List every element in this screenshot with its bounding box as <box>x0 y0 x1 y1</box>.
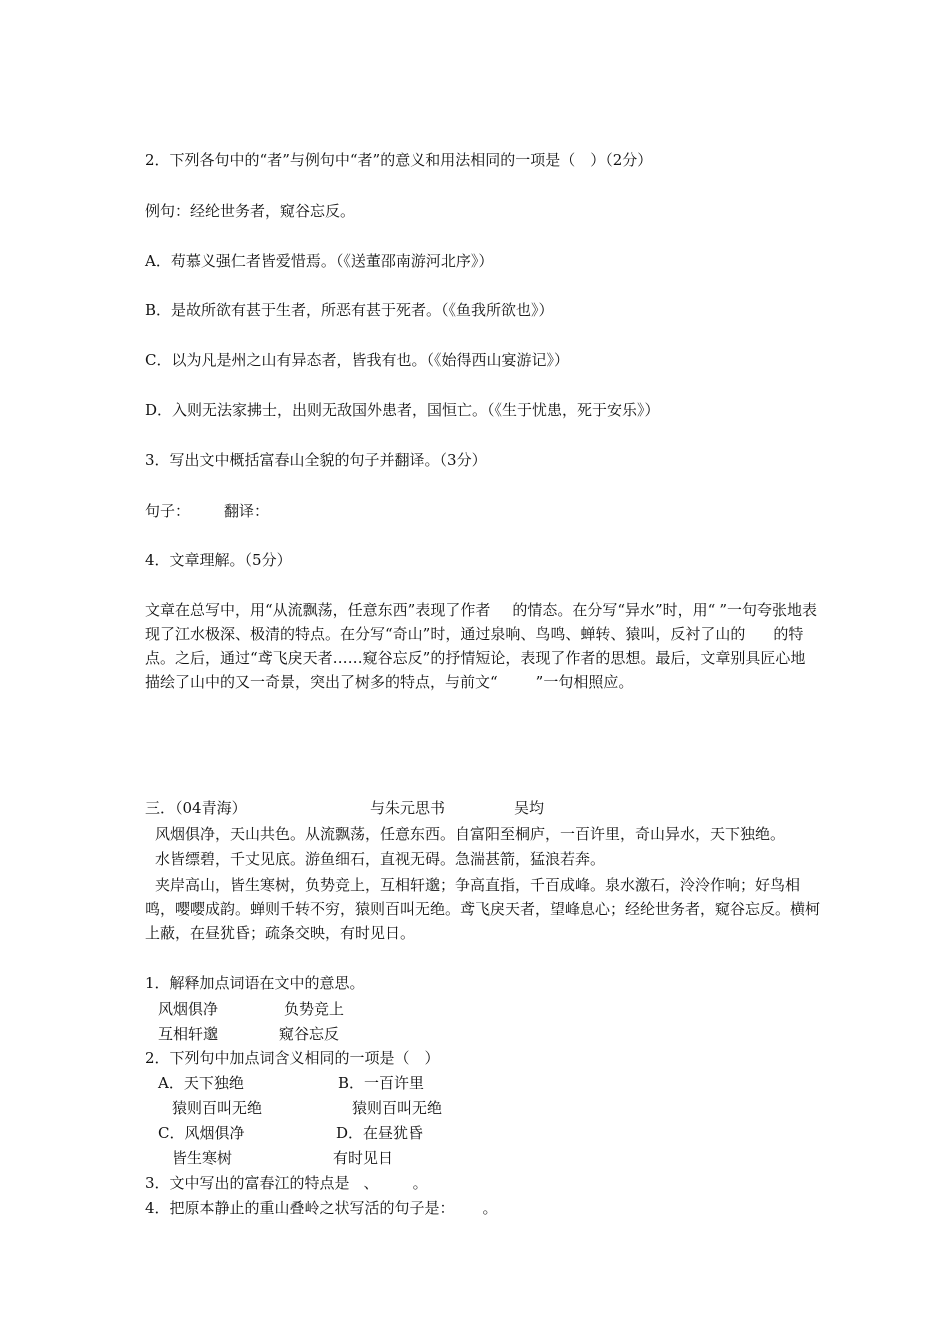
s3-q2-option-d-second: 有时见日 <box>333 1149 394 1167</box>
s3-q2-option-a: A．天下独绝 <box>158 1074 244 1092</box>
s3-q1-item: 窥谷忘反 <box>279 1025 340 1043</box>
sentence-label: 句子： <box>145 502 191 520</box>
s3-question-1-title: 1．解释加点词语在文中的意思。 <box>145 974 365 992</box>
essay-title: 与朱元思书 <box>370 799 446 817</box>
essay-author: 吴均 <box>514 799 545 817</box>
s3-question-4: 4．把原本静止的重山叠岭之状写活的句子是： 。 <box>145 1199 498 1217</box>
essay-paragraph-3: 夹岸高山，皆生寒树，负势竞上，互相轩邈；争高直指，千百成峰。泉水激石，泠泠作响；好鸟相鸣，嘤嘤成韵。蝉则千转不穷，猿则百叫无绝。鸢飞戾天者，望峰息心；经纶世务者，窥谷忘反。横柯上蔽，在昼犹昏；疏条交映，有时见日。 <box>145 876 821 942</box>
option-c: C．以为凡是州之山有异态者，皆我有也。（《始得西山宴游记》） <box>145 351 569 369</box>
option-a: A．苟慕义强仁者皆爱惜焉。（《送董邵南游河北序》） <box>145 252 494 270</box>
section-3-number: 三．（04青海） <box>145 799 247 817</box>
question-2-title: 2．下列各句中的“者”与例句中“者”的意义和用法相同的一项是（ ）（2分） <box>145 151 653 169</box>
s3-q2-option-b: B．一百许里 <box>338 1074 425 1092</box>
s3-q1-item: 风烟俱净 <box>158 1000 219 1018</box>
s3-q1-item: 负势竞上 <box>284 1000 345 1018</box>
s3-q2-option-a-second: 猿则百叫无绝 <box>172 1099 263 1117</box>
essay-paragraph-1: 风烟俱净，天山共色。从流飘荡，任意东西。自富阳至桐庐，一百许里，奇山异水，天下独绝。 <box>155 825 786 843</box>
s3-q1-item: 互相轩邈 <box>158 1025 219 1043</box>
question-4-title: 4．文章理解。（5分） <box>145 551 292 569</box>
option-b: B．是故所欲有甚于生者，所恶有甚于死者。（《鱼我所欲也》） <box>145 301 554 319</box>
question-4-paragraph: 文章在总写中，用“从流飘荡，任意东西”表现了作者 的情态。在分写“异水”时，用“ ”一句夸张地表现了江水极深、极清的特点。在分写“奇山”时，通过泉响、鸟鸣、蝉转、猿叫，反衬了山的 的特点。之后，通过“鸢飞戾天者……窥谷忘反”的抒情短论，表现了作者的思想。最后，文章别具匠心地描绘了山中的又一奇景，突出了树多的特点，与前文“ ”一句相照应。 <box>145 601 818 691</box>
s3-question-3: 3．文中写出的富春江的特点是 、 。 <box>145 1174 428 1192</box>
option-d: D．入则无法家拂士，出则无敌国外患者，国恒亡。（《生于忧患，死于安乐》） <box>145 401 660 419</box>
essay-paragraph-2: 水皆缥碧，千丈见底。游鱼细石，直视无碍。急湍甚箭，猛浪若奔。 <box>155 850 606 868</box>
s3-q2-option-b-second: 猿则百叫无绝 <box>352 1099 443 1117</box>
question-3-title: 3．写出文中概括富春山全貌的句子并翻译。（3分） <box>145 451 487 469</box>
question-3-answer-line <box>145 499 269 523</box>
section-3-heading <box>145 796 247 820</box>
s3-q2-option-d: D．在昼犹昏 <box>336 1124 424 1142</box>
example-sentence: 例句：经纶世务者，窥谷忘反。 <box>145 202 356 220</box>
s3-q2-option-c-second: 皆生寒树 <box>172 1149 233 1167</box>
s3-q2-option-c: C．风烟俱净 <box>158 1124 245 1142</box>
s3-question-2-title: 2．下列句中加点词含义相同的一项是（ ） <box>145 1049 440 1067</box>
translate-label: 翻译： <box>224 502 270 520</box>
